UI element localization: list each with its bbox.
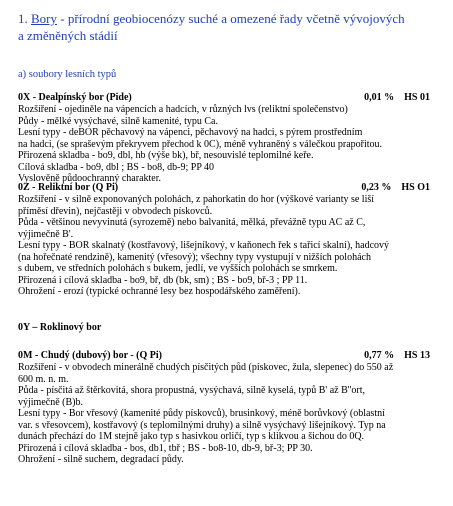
section-stats (364, 92, 438, 104)
section-line: Vyslověně půdoochranný charakter. (18, 173, 162, 184)
chapter-heading (18, 10, 443, 44)
section-line: Lesní typy - Bor vřesový (kamenité půdy pískovců), brusinkový, méně borůvkový (oblastní (18, 408, 385, 419)
section-title: 0Y – Roklinový bor (18, 322, 102, 333)
section-stats (361, 182, 438, 194)
section-0z (18, 182, 438, 298)
section-line: Ohrožení - silně suchem, degradací půdy. (18, 454, 184, 465)
section-header (18, 182, 438, 194)
section-0x (18, 92, 438, 185)
section-code: HS 01 (404, 92, 430, 103)
section-line: Půda - písčitá až štěrkovitá, shora propustná, vysýchavá, silně kyselá, typů B' až B''ort, (18, 385, 365, 396)
section-line: Lesní typy - BOR skalnatý (kostřavový, lišejníkový, v kaňonech řek s tařicí skalní), hadcový (18, 240, 390, 251)
section-line: Cílová skladba - bo9, dbl ; BS - bo8, db-9; PP 40 (18, 161, 215, 173)
chapter-link-bory[interactable]: Bory (31, 11, 57, 26)
chapter-heading-line-1 (18, 10, 443, 27)
section-title: 0X - Dealpínský bor (Pide) (18, 92, 132, 103)
section-code: HS 13 (404, 350, 430, 361)
section-line: na hadci, (se spraševým překryvem přechod k 0C), méně vyhraněný s válečkou prapořitou. (18, 138, 383, 150)
section-title: 0Z - Reliktní bor (Q Pi) (18, 182, 119, 193)
section-line: příměsí dřevin), nejčastěji v obvodech pískovců. (18, 205, 213, 217)
section-line: Přirozená skladba - bo9, dbl, hb (výše bk), bř, nesouvislé teplomilné keře. (18, 150, 314, 161)
subheading: a) soubory lesních typů (18, 69, 117, 80)
section-code: HS O1 (401, 182, 430, 193)
section-line: Přirozená i cílová skladba - bos, db1, tbř ; BS - bo8-10, db-9, bř-3; PP 30. (18, 442, 313, 454)
section-line: Lesní typy - deBOR pěchavový na vápenci, pěchavový na hadci, s pýrem prostředním (18, 127, 363, 138)
section-line: s dubem, ve středních polohách s bukem, jedlí, ve vyšších polohách se smrkem. (18, 263, 338, 274)
chapter-heading-text: - přírodní geobiocenózy suché a omezené řady včetně vývojových (57, 11, 405, 26)
section-header (18, 92, 438, 104)
section-line: var. s vřesovcem), kostřavový (s teplomilnými druhy) a silně vysýchavý lišejníkový. Typ na (18, 419, 386, 431)
section-line: (na hořečnaté rendzině), kamenitý (vřesový); všechny typy vystupují v nižších polohách (18, 251, 371, 263)
section-percent: 0,01 % (364, 92, 395, 103)
section-line: Půda - většinou nevyvinutá (syrozemě) nebo balvanitá, mělká, převážně typu AC až C, (18, 217, 366, 228)
section-line: Přirozená i cílová skladba - bo9, bř, db (bk, sm) ; BS - bo9, bř-3 ; PP 11. (18, 274, 308, 286)
section-header (18, 322, 438, 334)
chapter-heading-line-2: a změněných stádií (18, 28, 118, 43)
section-stats (364, 350, 438, 362)
section-header (18, 350, 438, 362)
section-line: Půdy - mělké vysýchavé, silně kamenité, typu Ca. (18, 115, 218, 127)
section-line: výjimečně (B)b. (18, 396, 83, 408)
chapter-number: 1. (18, 11, 28, 26)
section-percent: 0,23 % (361, 182, 392, 193)
section-line: výjimečně B'. (18, 228, 74, 240)
section-line: 600 m. n. m. (18, 373, 69, 385)
section-line: Rozšíření - v silně exponovaných polohách, z pahorkatin do hor (výškové varianty se liší (18, 194, 375, 205)
section-line: dunách přechází do 1M stejně jako typ s hasivkou orličí, typ s klikvou a šichou do 0Q. (18, 431, 365, 442)
section-0y (18, 322, 438, 334)
section-0m (18, 350, 438, 466)
section-line: Rozšíření - v obvodech minerálně chudých písčitých půd (pískovec, žula, slepenec) do 550 až (18, 362, 394, 373)
section-line: Rozšíření - ojediněle na vápencích a hadcích, v různých lvs (reliktní společenstvo) (18, 104, 348, 115)
section-title: 0M - Chudý (dubový) bor - (Q Pi) (18, 350, 162, 361)
section-percent: 0,77 % (364, 350, 395, 361)
section-line: Ohrožení - erozí (typické ochranné lesy bez hospodářského zaměření). (18, 286, 301, 297)
